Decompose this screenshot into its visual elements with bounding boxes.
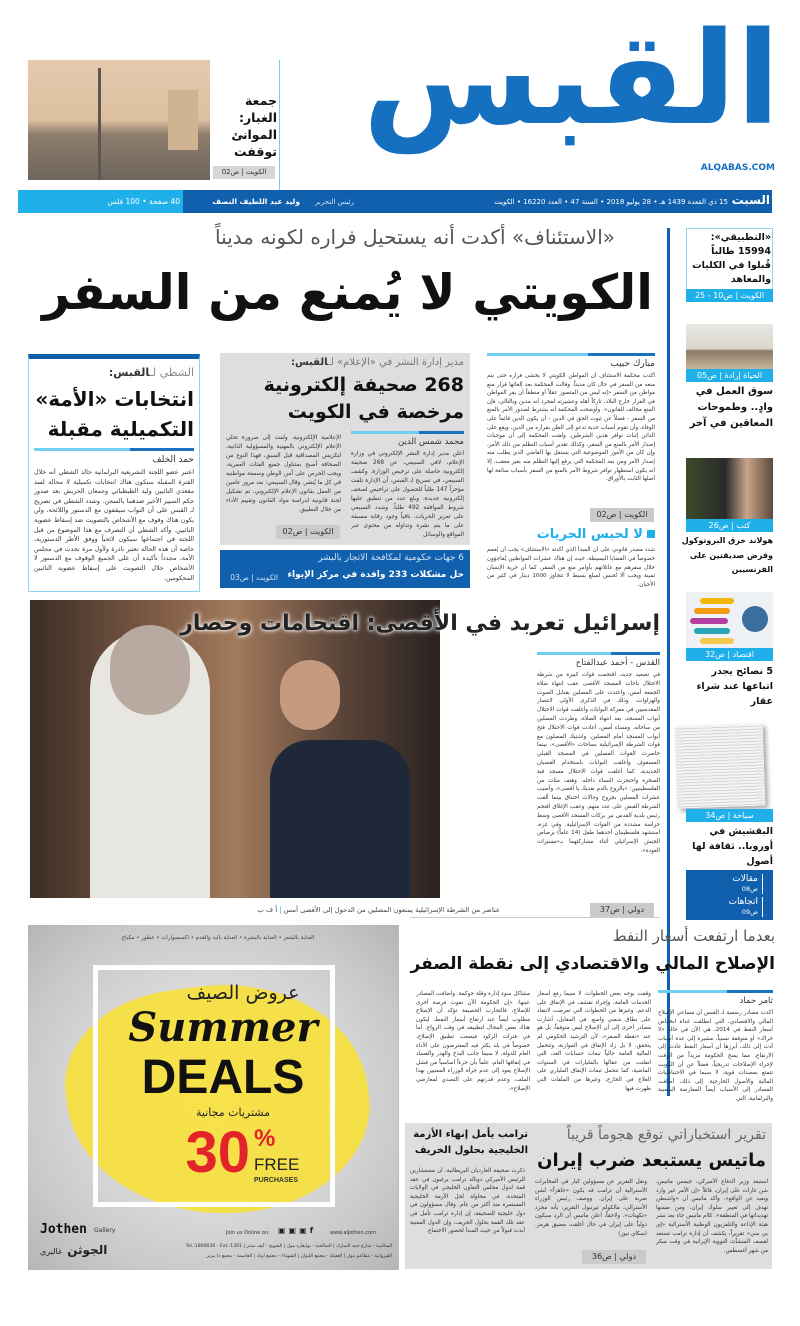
sidebar-tag-4[interactable]: اقتصاد | ص32 (686, 648, 773, 661)
editor-name: وليد عبد اللطيف النصف (212, 197, 300, 206)
index-page: ص08 (741, 885, 758, 893)
shatti-kicker (34, 365, 194, 381)
brand-gallery-ar: غاليري (40, 1247, 63, 1256)
trafficking-headline[interactable]: حل مشكلات 233 وافدة في مركز الإيواء (287, 570, 464, 580)
index-item-trends[interactable] (700, 897, 763, 917)
mattis-body-col2: ونقل التقرير عن مسؤولين كبار في المخابرات الأسترالية أن ترامب قد يكون «جاهزاً» لشن ضربة على إيران. ووصف رئيس الوزراء الأسترالي، مالكولم تيرنبول التقرير، بأنه مجرد «تكهنات». ولاحقاً، أعلن ماتيس أن الرد سيكون دولياً على إيران في حال أغلقت مضيق هرمز. (سكاي نيوز) (535, 1179, 647, 1237)
aqsa-caption: عناصر من الشرطة الإسرائيلية يمنعون المصلين من الدخول إلى الأقصى أمس | أ ف ب (257, 906, 500, 914)
sidebar-tag-2[interactable]: الحياة إرادة | ص05 (686, 369, 773, 382)
editor-label: رئيس التحرير (315, 198, 354, 206)
shatti-body: اعتبر عضو اللجنة التشريعية البرلمانية خالد الشطي أنه خلال الفترة المقبلة ستكون هناك انتخابات تكميلية لا محالة لسد مقعدي النائبين وليد الطبطبائي وجمعان الحربش بعد صدور حكم التمييز الأخير ضدهما بالسجن. وشدد الشطي في تصريح لـ القبس على أن النواب سيقفون مع الدستور واللائحة، ولن يكون هناك وقوف مع الأشخاص بالتصويت ضد إسقاط عضوية النائبين. وأكد الشطي أن التصرف مع هذا الموضوع من قبل اللجنة في اجتماعها سيكون لائحياً ووفق الأطر الدستورية، خاصة أن هذه الحالة تعتبر نادرة ولأول مرة تحدث في مجلس الأمة، مجدداً تأكيده أن على الجميع الوقوف مع الدستور لا الأشخاص خلال التصويت على إسقاط عضوية النائبين المحكومين. (34, 469, 194, 582)
conference-photo (686, 324, 773, 369)
sidebar-tag-3[interactable]: كتب | ص26 (686, 519, 773, 532)
brand: القبس: (108, 366, 150, 379)
lead-side-title-text: لا لحبس الحريات (536, 527, 643, 542)
sidebar-headline-1[interactable]: «التطبيقي»: 15994 طالباً قُبلوا في الكليات والمعاهد (692, 232, 771, 285)
oil-kicker: بعدما ارتفعت أسعار النفط (612, 927, 775, 945)
epapers-headline[interactable]: 268 صحيفة إلكترونية مرخصة في الكويت (263, 374, 464, 423)
shatti-headline[interactable]: انتخابات «الأمة» التكميلية مقبلة (35, 387, 194, 441)
oil-body-col2: وقفت بوجه بعض الخطوات، لا سيما رفع أسعار الخدمات العامة، وإجراء تقشف في الإنفاق على الدعم، وغيرها من الخطوات التي تعرضت لانتقاد على نطاق شعبي واسع. في المقابل، أشارت مصادر أخرى إلى أن الإصلاح ليس متوقفاً، بل هو عند «نقطة الصفر»، لأن الترشيد الحكومي لم يتحقق، لا بل زاد الإنفاق في الموازنة، وتتحمل المالية العامة حالياً تبعات حسابات الغد، التي انفلتت من عقالها بالمليارات في السنوات الماضية، كما تتحمل تبعات الإنفاق الملياري على العلاج في الخارج، وغيرها من الملفات التي ظهرت فيها (537, 991, 651, 1092)
rule (658, 990, 773, 993)
ad-branches-2: القيروانية - مطاعم مول | العقيلة - مجمع اللبوان | الشهداء - مجمع أوتاد | العاصمة - مجمع ذا بيزنز (206, 1254, 392, 1259)
lead-side-body: شدد مصدر قانوني على أن المبدأ الذي أكدته «الاستئناف» يجب أن يُعمم خصوصاً في القضايا البسيطة، حيث إن هناك عشرات المواطنين يُفاجؤون خلال سفرهم مع عائلاتهم بأوامر منع من السفر، كما أن حرية الإنسان ثمينة ويجب ألا تُحبس لمبلغ بسيط لا تتجاوز 1000 دينار في كثير من الأحيان. (487, 547, 655, 589)
hollande-photo (686, 458, 773, 520)
masthead-logo: القبس (362, 5, 780, 154)
mattis-side-body: ذكرت صحيفة الغارديان البريطانية، أن مستشارين للرئيس الأميركي دونالد ترامب يرغبون في عقد قمة لدول مجلس التعاون الخليجي في الولايات المتحدة، في محاولة لحل الأزمة الخليجية المستمرة منذ أكثر من عام. وقال مسؤولون في دول خليجية للصحيفة، إن إدارة ترامب تأمل في عقد تلك القمة بحلول الخريف، وإن الدول المعنية أبدت قبولاً من حيث المبدأ لحضور الاجتماع. (410, 1168, 525, 1235)
index-label: مقالات (732, 874, 758, 884)
ad-free: FREE (254, 1155, 300, 1174)
mattis-side-title[interactable]: ترامب يأمل إنهاء الأزمة الخليجية بحلول الخريف (413, 1129, 528, 1156)
rule (537, 652, 660, 655)
epapers-kicker-text: مدير إدارة النشر في «الإعلام» لـ (327, 357, 464, 368)
mattis-body-col1: استبعد وزير الدفاع الأميركي، جيمس ماتيس، شن غارات على إيران، قائلاً «إن الأمر غير وارد وبعيد عن الواقع». وأكد ماتيس أن «واشنطن تهدف إلى تغيير سلوك إيران، ومن ضمنها تهديداتها في المنطقة». كلام ماتيس جاء بعد نشر هيئة الإذاعة والتلفزيون الوطنية الأسترالية «إي بي سي» تقريراً، يكشف أن إدارة ترامب تستعد لقصف المنشآت النووية الإيرانية في وقت مبكر من شهر أغسطس. (656, 1179, 768, 1254)
divider (279, 60, 280, 190)
mattis-tag[interactable]: دولي | ص36 (582, 1250, 646, 1264)
aqsa-headline[interactable]: إسرائيل تعربد في الأقصى: اقتحامات وحصار (180, 611, 660, 636)
aqsa-author: القدس - أحمد عبدالفتاح (575, 658, 660, 668)
epapers-author: محمد شمس الدين (398, 437, 464, 447)
ad-arabic-title: عروض الصيف (186, 982, 300, 1004)
epapers-body-col2: الإعلامية الإلكترونية. ولفت إلى ضرورة تحلي الإعلام الإلكتروني بالمهنية والمسؤولية الذاتية، لتكريس المصداقية قبل السبق، فهذا النوع من الصحافة أصبح بمتناول جميع الفئات العمرية، ويجب الحرص على أمن الوطن وسمعة مواطنيه في كل ما يُنشر. وقال السبيعي: بعد مرور عامين من العمل بقانون الإعلام الإلكتروني، تم تشكيل لجنة قانونية لدراسة مواد القانون وتقييم الأداء من خلال التطبيق. (226, 435, 341, 513)
facebook-icon: f (309, 1226, 317, 1235)
day-name: السبت (731, 193, 770, 207)
rule (351, 431, 464, 434)
oil-body-col3: مشاكل سوء إدارة وقلة حوكمة. وأضافت المصادر عينها: «إن الحكومة الآن تفوت فرصة أخرى للإصلاح، فالتجارب الحصيفة تؤكد أن الإصلاح مطلوب أيضاً عند ارتفاع أسعار النفط، ليكون هناك بعض المجال لتطبيقه في وقت الرواج. أما في فترات الركود فيصعب تطبيق الإصلاح، خصوصاً في بلد يكثر فيه المعترضون على الأداء العام للدولة، لا سيما جانب البذخ والهدر والفساد في إنفاقها العام، علماً بأن جزءاً أساسياً من فشل الإصلاح يعود إلى عدم جرأة الوزراء المعنيين بهذا الملف، وعدم قدرتهم على التصدي لمعارضي الإصلاح». (416, 991, 530, 1092)
divider (398, 925, 399, 1270)
index-label: اتجاهات (728, 897, 758, 907)
rule (34, 448, 194, 451)
caption-text: عناصر من الشرطة الإسرائيلية يمنعون المصلين من الدخول إلى الأقصى أمس (283, 906, 500, 914)
sidebar-headline-4[interactable]: 5 نصائح يجدر اتباعها عند شراء عقار (696, 666, 773, 707)
aqsa-body: في تصعيد جديد، اقتحمت قوات كبيرة من شرطة الاحتلال باحات المسجد الأقصى عقب انتهاء صلاة الجمعة أمس، واعتدت على المصلين بقنابل الصوت والهراوات، وذلك في الذكرى الأولى لانتصار المقدسيين في معركة البوابات وأغلقت قوات الاحتلال أبواب المسجد، بعد انتهاء الصلاة، وطردت المصلين من ساحاته. ومساء أمس، أعادت قوات الاحتلال فتح أبواب المسجد أمام المصلين. واشتبك المصلون مع قوات الشرطة الإسرائيلية بساحات «الأقصى»، بينما حاصرت القوات المصلين في المسجد القبلي المسقوف وأغلقت البوابات باستخدام القضبان الحديدية. كما أغلقت قوات الاحتلال مسجد قبة الصخرة واحتجزت النساء داخله. وهتف مئات من الفلسطينيين: «بالروح بالدم نفديك يا أقصى»، وأصيب عشرات المصلين بجروح وحالات اختناق بينما ألقت الشرطة القبض على عدد منهم. وعقب الإغلاق اقتحم رئيس بلدية القدس نير بركات المسجد الأقصى وسط حراسة مشددة من القوات الإسرائيلية. وفي غزة، استشهد فلسطينيان أحدهما طفل (14 عاماً) برصاص الجيش الإسرائيلي أثناء مشاركتهما بـ«مسيرات العودة». (537, 672, 660, 854)
mattis-headline[interactable]: ماتيس يستبعد ضرب إيران (537, 1150, 766, 1171)
mattis-kicker: تقرير استخباراتي توقع هجوماً قريباً (566, 1127, 766, 1143)
real-estate-infographic (686, 592, 773, 648)
rule (487, 353, 655, 356)
lead-body: أكدت محكمة الاستئناف أن المواطن الكويتي لا يخشى فراره حتى يتم منعه من السفر في حال كان مديناً. وقالت المحكمة بعد إلغائها قرار منع مواطن من السفر «إنه ليس من المتصور عقلاً أو منطقاً أن يفر المواطن في الفرار خارج البلاد، تاركاً أهله وعشيرته لمجرد أنه مدين وبالتالي، فإن المنع مخالف للقانون». وأوضحت المحكمة أنه يشترط لصدور الأمر بالمنع من السفر - فضلاً عن ثبوت الحق في الدين - أن يكون الدين قائماً على الوفاء، وأن تقوم أسباب جدية تدعو إلى الظن بفراره من الدين، ويقع على الدائن إثبات توافر هذين الشرطين. ولفتت المحكمة إلى أن موجبات إصدار الأمر بالمنع من السفر، وكذلك تقدير أسباب التظلم من ذلك الأمر، وإن كان من الأمور الموضوعية التي يستقل بها القاضي الذي يطلب منه إصدار الأمر ومن بعد المحكمة التي يرفع إليها التظلم منه بغير معقب، إلا أنه يكون استظهار توافر شروط الأمر بالمنع من السفر بأسباب سائغة لها أصلها الثابت بالأوراق. (487, 373, 655, 483)
site-url: ALQABAS.COM (700, 163, 775, 173)
index-item-articles[interactable] (700, 874, 763, 894)
ad-purchases: PURCHASES (254, 1177, 298, 1184)
ad-percent: 30 (185, 1120, 250, 1185)
epapers-kicker (226, 356, 464, 371)
oil-headline[interactable]: الإصلاح المالي والاقتصادي إلى نقطة الصفر (410, 954, 775, 974)
brand-logo-ar (40, 1241, 120, 1260)
summer-deals-ad[interactable] (28, 925, 398, 1270)
teaser-headline[interactable]: جمعة الغبار: الموانئ توقفت (231, 93, 277, 159)
dust-storm-photo (28, 60, 210, 180)
epapers-body-col1: أعلن مدير إدارة النشر الإلكتروني في وزارة الإعلام، لافي السبيعي، عن 268 صحيفة إلكترونية حاصلة على ترخيص الوزارة. وكشف السبيعي، في تصريح لـ القبس، أن الإدارة تلقت مؤخراً 147 طلباً للحصول على تراخيص لصحف إلكترونية جديدة، وبلغ عدد من تنطبق عليها شروط الموافقة 492 طلباً. وشدد السبيعي على تعزيز الحريات، نافياً وجود رقابة مسبقة على ما يتم نشره وتداوله من محتوى عبر المواقع والوسائل (351, 451, 464, 538)
social-icons: ▣▣▣f (278, 1226, 317, 1235)
ad-services: العناية بالشعر • العناية بالبشرة • العناية باليد والقدم • اكسسوارات • عطور • مكياج (121, 935, 315, 941)
ad-free-arabic: مشتريات مجانية (196, 1106, 270, 1119)
sidebar-headline-3[interactable]: هولاند خرق البروتوكول وفرض صديقتين على الفرنسيين (681, 536, 773, 574)
ad-website[interactable]: www.aljothen.com (330, 1230, 376, 1236)
index-page: ص09 (741, 908, 758, 916)
sidebar-headline-2[interactable]: سوق العمل في وادٍ.. وطموحات المعاقين في آخر (689, 386, 773, 429)
newspaper-page-thumbnail (675, 723, 766, 808)
sidebar-tag-1[interactable]: الكويت | ص10 - 25 (686, 289, 773, 302)
ad-deals: DEALS (141, 1051, 305, 1104)
ad-branches-1: السالمية - شارع حمد المبارك | الصالحية - بوليفارد مول | الشويخ - آيف سنتر | Tel.:1800030 - Ext.:1301 (185, 1244, 392, 1249)
oil-author: ثامر حماد (739, 996, 773, 1006)
trafficking-kicker: 6 جهات حكومية لمكافحة الاتجار بالبشر (318, 553, 464, 563)
ad-summer: Summer (128, 1004, 318, 1051)
brand-gallery: Gallery (94, 1227, 116, 1234)
lead-tag[interactable]: الكويت | ص02 (590, 508, 654, 522)
date-line: 15 ذي القعدة 1439 هـ • 28 يوليو 2018 • السنة 47 • العدد 16220 • الكويت (494, 198, 728, 206)
lead-author: مبارك حبيب (610, 359, 655, 369)
lead-side-title (487, 526, 655, 543)
lead-headline[interactable]: الكويتي لا يُمنع من السفر (42, 265, 653, 321)
oil-body-col1: أكدت مصادر رسمية لـ القبس أن مساعي الإصلاح المالي والاقتصادي، التي انطلقت غداة انخفاض أسعار النفط في 2014، هي الآن في حالة «لا حراك» أو متوقفة نسبياً، مشيرة إلى عدة أسباب أدت إلى ذلك، أبرزها أن أسعار النفط عادت إلى الارتفاع، مما يمنح الحكومة مزيداً من الوقت لإجراء الإصلاحات تدريجياً، فضلاً عن أن الكويت تتمتع بمصدات قوية، لا سيما في الاحتياطيات المالية والأصول الخارجية. إلى ذلك، أضافت المصادر إلى الأسباب أيضاً المعارضة الشعبية والبرلمانية، التي (658, 1010, 773, 1102)
sidebar-tag-5[interactable]: سياحة | ص34 (686, 809, 773, 822)
teaser-tag: الكويت | ص02 (213, 166, 275, 179)
aqsa-tag[interactable]: دولي | ص37 (590, 903, 654, 917)
square-bullet-icon (647, 530, 655, 538)
divider (410, 917, 660, 918)
sidebar-headline-5[interactable]: البقشيش في أوروبا.. ثقافة لها أصول (692, 826, 773, 867)
brand: القبس: (290, 357, 328, 368)
shatti-author: حمد الخلف (152, 455, 194, 465)
brand-name-ar: الجوثن (67, 1243, 108, 1257)
ad-percent-sign: % (254, 1125, 276, 1152)
epapers-tag[interactable]: الكويت | ص02 (276, 525, 340, 539)
photo-credit: أ ف ب (257, 906, 278, 914)
shatti-kicker-text: الشطي لـ (149, 366, 194, 379)
trafficking-tag: الكويت | ص03 (230, 573, 278, 582)
brand-logo-en: Jothen (40, 1222, 87, 1237)
ad-join: Join us Online on: (226, 1230, 270, 1236)
lead-kicker: «الاستئناف» أكدت أنه يستحيل فراره لكونه مديناً (214, 225, 615, 249)
pages-price: 40 صفحة • 100 فلس (107, 197, 180, 206)
